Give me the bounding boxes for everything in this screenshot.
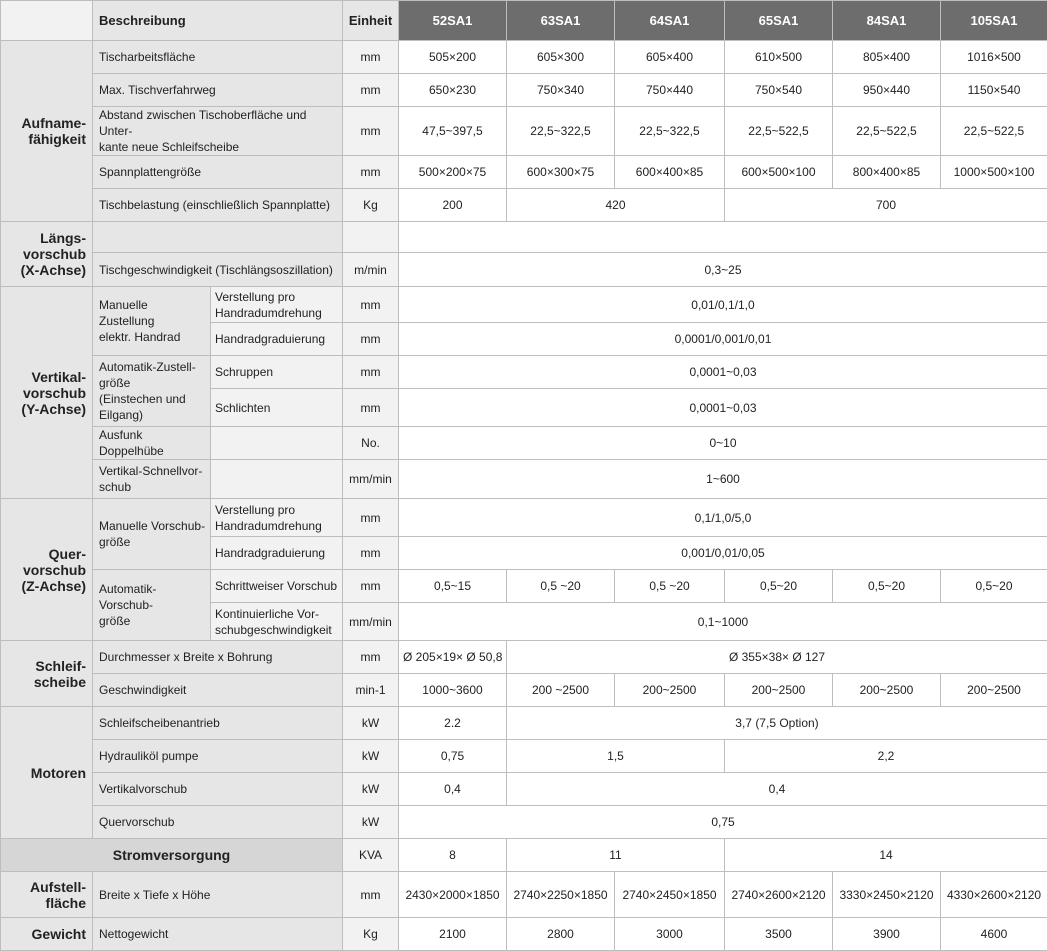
- value-cell: Ø 205×19× Ø 50,8: [399, 641, 507, 674]
- value-cell: 1016×500: [941, 41, 1047, 74]
- value-cell: 1150×540: [941, 74, 1047, 107]
- value-cell: 750×540: [725, 74, 833, 107]
- group-strom: Stromversorgung: [1, 839, 343, 872]
- value-cell: 0,0001~0,03: [399, 389, 1047, 427]
- value-cell: 200~2500: [725, 674, 833, 707]
- row-sublabel: Handradgraduierung: [211, 537, 343, 570]
- table-row: [1, 356, 1047, 389]
- group-gewicht: Gewicht: [1, 918, 93, 951]
- row-sublabel: Handradgraduierung: [211, 323, 343, 356]
- value-cell: 3000: [615, 918, 725, 951]
- value-cell: 1000~3600: [399, 674, 507, 707]
- row-unit: kW: [343, 707, 399, 740]
- row-unit: Kg: [343, 189, 399, 222]
- group-quer: Quer- vorschub (Z-Achse): [1, 499, 93, 641]
- value-cell: 750×340: [507, 74, 615, 107]
- row-unit: No.: [343, 427, 399, 460]
- value-cell: 2800: [507, 918, 615, 951]
- value-cell: 1~600: [399, 460, 1047, 499]
- row-sublabel: Kontinuierliche Vor- schubgeschwindigkeit: [211, 603, 343, 641]
- row-unit: mm: [343, 537, 399, 570]
- value-cell: 0,3~25: [399, 253, 1047, 287]
- value-cell: 200~2500: [833, 674, 941, 707]
- value-cell: 2.2: [399, 707, 507, 740]
- group-schleif: Schleif- scheibe: [1, 641, 93, 707]
- value-cell: 8: [399, 839, 507, 872]
- row-sublabel-empty: [211, 427, 343, 460]
- row-unit: mm: [343, 156, 399, 189]
- table-row: [1, 740, 1047, 773]
- row-unit: mm: [343, 323, 399, 356]
- row-unit: mm: [343, 41, 399, 74]
- value-cell: 605×300: [507, 41, 615, 74]
- table-row: [1, 107, 1047, 156]
- value-cell: 3330×2450×2120: [833, 872, 941, 918]
- header-beschreibung: Beschreibung: [93, 1, 343, 41]
- table-row: [1, 674, 1047, 707]
- value-cell: 605×400: [615, 41, 725, 74]
- table-row: [1, 74, 1047, 107]
- row-sublabel: Verstellung pro Handradumdrehung: [211, 499, 343, 537]
- row-label: Abstand zwischen Tischoberfläche und Unter- kante neue Schleifscheibe: [93, 107, 343, 156]
- row-sublabel: Verstellung pro Handradumdrehung: [211, 287, 343, 323]
- row-unit: mm: [343, 356, 399, 389]
- header-row: [1, 1, 1047, 41]
- value-cell: 1,5: [507, 740, 725, 773]
- value-cell: 0,5~20: [833, 570, 941, 603]
- value-cell: 650×230: [399, 74, 507, 107]
- value-cell: 2740×2600×2120: [725, 872, 833, 918]
- table-row: [1, 839, 1047, 872]
- table-row: [1, 707, 1047, 740]
- value-cell: 0,4: [399, 773, 507, 806]
- value-cell: 0,01/0,1/1,0: [399, 287, 1047, 323]
- value-cell: 805×400: [833, 41, 941, 74]
- row-unit: mm: [343, 872, 399, 918]
- row-unit: mm: [343, 570, 399, 603]
- table-row: [1, 570, 1047, 603]
- value-cell: 0,001/0,01/0,05: [399, 537, 1047, 570]
- value-cell: 600×400×85: [615, 156, 725, 189]
- value-cell: 200: [399, 189, 507, 222]
- value-cell: 0~10: [399, 427, 1047, 460]
- row-unit: Kg: [343, 918, 399, 951]
- table-row: [1, 41, 1047, 74]
- group-laengs: Längs- vorschub (X-Achse): [1, 222, 93, 287]
- row-label: Durchmesser x Breite x Bohrung: [93, 641, 343, 674]
- table-row: [1, 427, 1047, 460]
- row-unit: mm: [343, 287, 399, 323]
- value-cell: 0,5~20: [725, 570, 833, 603]
- row-label: Nettogewicht: [93, 918, 343, 951]
- value-cell: 2740×2450×1850: [615, 872, 725, 918]
- value-cell: 420: [507, 189, 725, 222]
- row-unit: kW: [343, 806, 399, 839]
- row-label: Tischbelastung (einschließlich Spannplatte): [93, 189, 343, 222]
- value-cell: 22,5~522,5: [833, 107, 941, 156]
- group-aufstell: Aufstell- fläche: [1, 872, 93, 918]
- row-label: Tischarbeitsfläche: [93, 41, 343, 74]
- group-vertikal: Vertikal- vorschub (Y-Achse): [1, 287, 93, 499]
- value-cell: 505×200: [399, 41, 507, 74]
- table-row: [1, 773, 1047, 806]
- value-cell: 0,1~1000: [399, 603, 1047, 641]
- row-sublabel: Schrittweiser Vorschub: [211, 570, 343, 603]
- value-cell: 47,5~397,5: [399, 107, 507, 156]
- row-unit-empty: [343, 222, 399, 253]
- header-corner: [1, 1, 93, 41]
- header-model-64sa1: 64SA1: [615, 1, 725, 41]
- value-cell: 0,5~15: [399, 570, 507, 603]
- row-unit: mm: [343, 641, 399, 674]
- row-label: Geschwindigkeit: [93, 674, 343, 707]
- row-label: Automatik-Zustell- größe (Einstechen und Eilgang): [93, 356, 211, 427]
- row-sublabel-empty: [211, 460, 343, 499]
- value-cell: 500×200×75: [399, 156, 507, 189]
- value-cell: 750×440: [615, 74, 725, 107]
- table-row: [1, 872, 1047, 918]
- row-unit: mm/min: [343, 460, 399, 499]
- value-cell: Ø 355×38× Ø 127: [507, 641, 1047, 674]
- row-label: Vertikal-Schnellvor- schub: [93, 460, 211, 499]
- value-cell: 1000×500×100: [941, 156, 1047, 189]
- value-cell: 610×500: [725, 41, 833, 74]
- row-unit: mm: [343, 74, 399, 107]
- value-cell: 22,5~322,5: [507, 107, 615, 156]
- value-cell: 200~2500: [941, 674, 1047, 707]
- table-row: [1, 222, 1047, 253]
- table-row: [1, 918, 1047, 951]
- value-cell: 600×500×100: [725, 156, 833, 189]
- group-aufnahme: Aufname- fähigkeit: [1, 41, 93, 222]
- header-model-52sa1: 52SA1: [399, 1, 507, 41]
- value-cell: 0,5~20: [941, 570, 1047, 603]
- value-cell: 0,5 ~20: [507, 570, 615, 603]
- table-row: [1, 189, 1047, 222]
- value-cell: 22,5~522,5: [725, 107, 833, 156]
- header-einheit: Einheit: [343, 1, 399, 41]
- value-cell: 0,5 ~20: [615, 570, 725, 603]
- row-label-empty: [93, 222, 343, 253]
- value-cell: 950×440: [833, 74, 941, 107]
- value-cell: 22,5~322,5: [615, 107, 725, 156]
- group-motoren: Motoren: [1, 707, 93, 839]
- row-label: Tischgeschwindigkeit (Tischlängsoszillation): [93, 253, 343, 287]
- value-cell: 3900: [833, 918, 941, 951]
- row-sublabel: Schruppen: [211, 356, 343, 389]
- row-label: Breite x Tiefe x Höhe: [93, 872, 343, 918]
- header-model-84sa1: 84SA1: [833, 1, 941, 41]
- row-unit: min-1: [343, 674, 399, 707]
- row-label: Spannplattengröße: [93, 156, 343, 189]
- table-row: [1, 499, 1047, 537]
- value-cell: 800×400×85: [833, 156, 941, 189]
- row-unit: kW: [343, 773, 399, 806]
- row-unit: mm: [343, 499, 399, 537]
- row-label: Manuelle Zustellung elektr. Handrad: [93, 287, 211, 356]
- row-label: Manuelle Vorschub- größe: [93, 499, 211, 570]
- header-model-65sa1: 65SA1: [725, 1, 833, 41]
- row-label: Max. Tischverfahrweg: [93, 74, 343, 107]
- row-unit: mm: [343, 389, 399, 427]
- value-cell: 14: [725, 839, 1047, 872]
- table-row: [1, 253, 1047, 287]
- value-cell: 700: [725, 189, 1047, 222]
- value-cell: 4330×2600×2120: [941, 872, 1047, 918]
- value-cell: 4600: [941, 918, 1047, 951]
- row-sublabel: Schlichten: [211, 389, 343, 427]
- value-cell: 3500: [725, 918, 833, 951]
- value-cell: 0,0001/0,001/0,01: [399, 323, 1047, 356]
- row-label: Hydrauliköl pumpe: [93, 740, 343, 773]
- row-unit: mm: [343, 107, 399, 156]
- row-label: Quervorschub: [93, 806, 343, 839]
- table-row: [1, 460, 1047, 499]
- value-cell: 0,75: [399, 806, 1047, 839]
- header-model-105sa1: 105SA1: [941, 1, 1047, 41]
- table-row: [1, 641, 1047, 674]
- table-row: [1, 287, 1047, 323]
- row-label: Vertikalvorschub: [93, 773, 343, 806]
- value-cell: 600×300×75: [507, 156, 615, 189]
- value-cell: 22,5~522,5: [941, 107, 1047, 156]
- row-unit: m/min: [343, 253, 399, 287]
- value-cell: 0,1/1,0/5,0: [399, 499, 1047, 537]
- value-cell: 0,0001~0,03: [399, 356, 1047, 389]
- value-cell-empty: [399, 222, 1047, 253]
- row-unit: kW: [343, 740, 399, 773]
- value-cell: 200~2500: [615, 674, 725, 707]
- row-label: Ausfunk Doppelhübe: [93, 427, 211, 460]
- table-row: [1, 806, 1047, 839]
- value-cell: 2430×2000×1850: [399, 872, 507, 918]
- table-row: [1, 156, 1047, 189]
- value-cell: 2100: [399, 918, 507, 951]
- value-cell: 200 ~2500: [507, 674, 615, 707]
- value-cell: 3,7 (7,5 Option): [507, 707, 1047, 740]
- row-unit: KVA: [343, 839, 399, 872]
- row-unit: mm/min: [343, 603, 399, 641]
- value-cell: 2,2: [725, 740, 1047, 773]
- row-label: Schleifscheibenantrieb: [93, 707, 343, 740]
- value-cell: 0,75: [399, 740, 507, 773]
- value-cell: 11: [507, 839, 725, 872]
- row-label: Automatik-Vorschub- größe: [93, 570, 211, 641]
- header-model-63sa1: 63SA1: [507, 1, 615, 41]
- value-cell: 0,4: [507, 773, 1047, 806]
- value-cell: 2740×2250×1850: [507, 872, 615, 918]
